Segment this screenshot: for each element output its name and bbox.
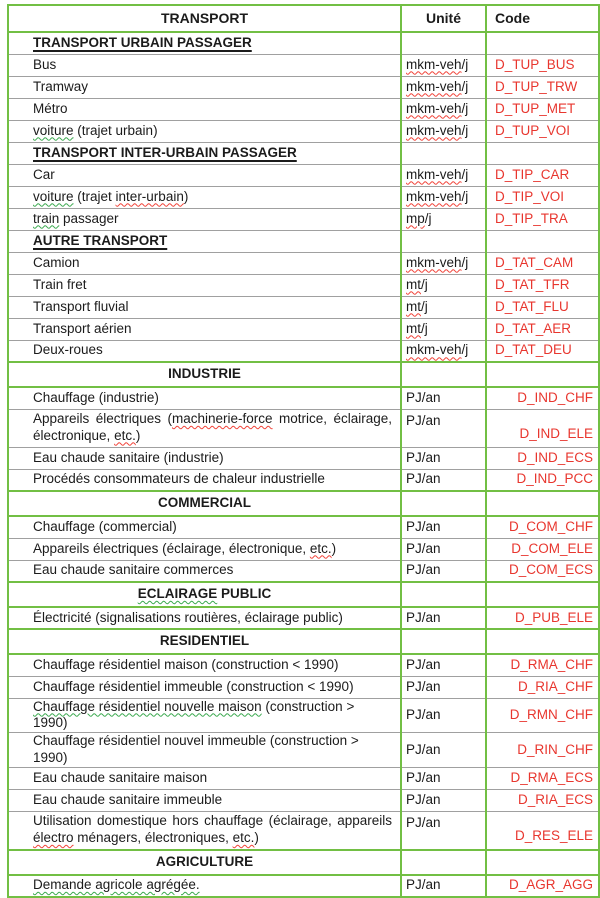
text-segment: Chauffage résidentiel maison (construction < 1990) — [33, 656, 339, 672]
unit-cell — [401, 768, 486, 790]
row-label — [8, 98, 401, 120]
text-segment: mkm-veh — [406, 78, 462, 94]
text-segment: mkm-veh — [406, 188, 462, 204]
code-cell — [486, 582, 599, 607]
code-cell — [486, 208, 599, 230]
text-segment: ) — [183, 188, 189, 204]
section-title — [8, 142, 401, 164]
row-label — [8, 208, 401, 230]
code-cell — [486, 409, 599, 447]
unit-cell — [401, 790, 486, 812]
code-cell — [486, 296, 599, 318]
row-label — [8, 812, 401, 850]
unit-cell — [401, 186, 486, 208]
code-value: D_TAT_AER — [495, 320, 572, 336]
unit-cell — [401, 296, 486, 318]
column-header-code-label: Code — [495, 9, 530, 26]
text-segment: électro — [33, 829, 74, 845]
text-segment: (construction > 1990) — [33, 698, 355, 731]
text-segment: mp — [406, 210, 425, 226]
unit-cell — [401, 120, 486, 142]
text-segment: PJ/an — [406, 770, 441, 786]
text-segment: machinerie-force — [171, 411, 273, 426]
code-cell — [486, 230, 599, 252]
code-value: D_TUP_MET — [495, 100, 576, 116]
code-cell — [486, 629, 599, 654]
section-title — [8, 362, 401, 387]
text-segment: motrice, éclairage, électronique, — [33, 411, 392, 443]
row-label — [8, 516, 401, 538]
code-cell — [486, 676, 599, 698]
text-segment: mkm-veh — [406, 166, 462, 182]
row-label — [8, 768, 401, 790]
text-segment: (trajet urbain) — [73, 122, 158, 138]
text-segment: TRANSPORT URBAIN PASSAGER — [33, 34, 252, 50]
item-row — [8, 318, 599, 340]
code-value: D_RIA_ECS — [517, 792, 593, 808]
code-cell — [486, 362, 599, 387]
text-segment: etc. — [232, 829, 255, 845]
text-segment: PJ/an — [406, 449, 441, 465]
unit-cell — [401, 54, 486, 76]
text-segment: PJ/an — [406, 815, 441, 830]
demand-table — [7, 4, 600, 898]
text-segment: Métro — [33, 100, 68, 116]
item-row — [8, 296, 599, 318]
code-value: D_IND_CHF — [517, 389, 593, 405]
code-value: D_RMN_CHF — [509, 706, 593, 722]
text-segment: /j — [421, 276, 428, 292]
text-segment: mt — [406, 298, 421, 314]
text-segment: AGRICULTURE — [155, 853, 254, 869]
item-row — [8, 76, 599, 98]
text-segment: Car — [33, 166, 55, 182]
text-segment: Camion — [33, 254, 80, 270]
header-row — [8, 5, 599, 32]
column-header-transport — [8, 5, 401, 32]
row-label — [8, 676, 401, 698]
unit-cell — [401, 560, 486, 582]
code-value: D_IND_ELE — [519, 425, 593, 441]
code-cell — [486, 654, 599, 676]
code-cell — [486, 850, 599, 875]
unit-cell — [401, 387, 486, 409]
text-segment: voiture — [33, 122, 74, 138]
code-cell — [486, 768, 599, 790]
text-segment: mkm-veh — [406, 56, 462, 72]
item-row — [8, 538, 599, 560]
row-label — [8, 409, 401, 447]
text-segment: Appareils électriques ( — [33, 411, 172, 426]
text-segment: ) — [135, 427, 141, 443]
unit-cell — [401, 318, 486, 340]
row-label — [8, 387, 401, 409]
text-segment: PJ/an — [406, 706, 441, 722]
code-value: D_TUP_BUS — [495, 56, 575, 72]
text-segment: mkm-veh — [406, 100, 462, 116]
text-segment: /j — [461, 188, 469, 204]
text-segment: Eau chaude sanitaire maison — [33, 770, 208, 786]
text-segment: TRANSPORT INTER-URBAIN PASSAGER — [33, 144, 297, 160]
code-value: D_TIP_TRA — [495, 210, 568, 226]
section-row — [8, 491, 599, 516]
text-segment: inter-urbain — [115, 188, 184, 204]
text-segment: mkm-veh — [406, 122, 462, 138]
unit-cell — [401, 733, 486, 768]
code-cell — [486, 142, 599, 164]
item-row — [8, 654, 599, 676]
code-value: D_TUP_TRW — [495, 78, 578, 94]
unit-cell — [401, 447, 486, 469]
text-segment: RESIDENTIEL — [159, 633, 250, 649]
code-cell — [486, 491, 599, 516]
code-cell — [486, 560, 599, 582]
item-row — [8, 768, 599, 790]
text-segment: PJ/an — [406, 471, 441, 487]
code-cell — [486, 790, 599, 812]
code-cell — [486, 252, 599, 274]
subheader-row — [8, 142, 599, 164]
text-segment: Transport aérien — [33, 320, 132, 336]
unit-cell — [401, 629, 486, 654]
text-segment: ECLAIRAGE — [137, 586, 218, 602]
row-label — [8, 790, 401, 812]
section-title — [8, 629, 401, 654]
code-value: D_TIP_VOI — [495, 188, 565, 204]
text-segment: PJ/an — [406, 389, 441, 405]
code-value: D_COM_ECS — [508, 562, 593, 578]
text-segment: Appareils électriques (éclairage, électronique, — [33, 540, 310, 556]
code-value: D_RMA_CHF — [510, 656, 593, 672]
text-segment: /j — [421, 320, 428, 336]
text-segment: COMMERCIAL — [158, 495, 251, 511]
column-header-code — [486, 5, 599, 32]
item-row — [8, 98, 599, 120]
unit-cell — [401, 516, 486, 538]
text-segment: PUBLIC — [217, 586, 272, 602]
text-segment: PJ/an — [406, 412, 441, 428]
text-segment: mt — [406, 276, 421, 292]
code-cell — [486, 607, 599, 629]
unit-cell — [401, 32, 486, 54]
text-segment: /j — [461, 254, 469, 270]
code-cell — [486, 274, 599, 296]
item-row — [8, 790, 599, 812]
row-label — [8, 560, 401, 582]
code-value: D_TIP_CAR — [495, 166, 570, 182]
code-cell — [486, 733, 599, 768]
text-segment: etc. — [114, 427, 136, 443]
text-segment: AUTRE TRANSPORT — [33, 232, 168, 248]
text-segment: ménagers, électroniques, — [73, 829, 233, 845]
text-segment: /j — [461, 122, 469, 138]
text-segment: Tramway — [33, 78, 89, 94]
unit-cell — [401, 409, 486, 447]
text-segment: voiture — [33, 188, 74, 204]
code-cell — [486, 340, 599, 362]
row-label — [8, 875, 401, 897]
text-segment: Chauffage résidentiel immeuble (construction < 1990) — [33, 678, 354, 694]
row-label — [8, 698, 401, 733]
unit-cell — [401, 812, 486, 850]
code-value: D_RMA_ECS — [510, 770, 593, 786]
row-label — [8, 469, 401, 491]
unit-cell — [401, 607, 486, 629]
unit-cell — [401, 164, 486, 186]
code-value: D_RES_ELE — [514, 827, 593, 843]
code-cell — [486, 120, 599, 142]
text-segment: Train fret — [33, 276, 87, 292]
row-label — [8, 252, 401, 274]
text-segment: Bus — [33, 56, 57, 72]
text-segment: Chauffage résidentiel nouvelle maison — [33, 698, 262, 714]
text-segment: PJ/an — [406, 518, 441, 534]
text-segment: /j — [461, 78, 469, 94]
text-segment: /j — [461, 342, 469, 358]
text-segment: PJ/an — [406, 792, 441, 808]
item-row — [8, 387, 599, 409]
unit-cell — [401, 274, 486, 296]
row-label — [8, 120, 401, 142]
item-row — [8, 875, 599, 897]
item-row — [8, 560, 599, 582]
row-label — [8, 76, 401, 98]
code-cell — [486, 76, 599, 98]
item-row — [8, 469, 599, 491]
row-label — [8, 54, 401, 76]
code-value: D_IND_PCC — [516, 471, 593, 487]
row-label — [8, 447, 401, 469]
item-row — [8, 340, 599, 362]
text-segment: Chauffage (industrie) — [33, 389, 159, 405]
code-cell — [486, 812, 599, 850]
code-value: D_COM_CHF — [508, 518, 593, 534]
code-value: D_AGR_AGG — [508, 877, 593, 893]
row-label — [8, 654, 401, 676]
code-value: D_PUB_ELE — [514, 609, 593, 625]
unit-cell — [401, 142, 486, 164]
item-row — [8, 164, 599, 186]
item-row — [8, 252, 599, 274]
text-segment: PJ/an — [406, 741, 441, 757]
unit-cell — [401, 208, 486, 230]
section-row — [8, 629, 599, 654]
text-segment: /j — [461, 166, 469, 182]
text-segment: passager — [59, 210, 119, 226]
unit-cell — [401, 362, 486, 387]
text-segment: ) — [331, 540, 337, 556]
section-title — [8, 850, 401, 875]
code-cell — [486, 469, 599, 491]
text-segment: mt — [406, 320, 421, 336]
text-segment: PJ/an — [406, 877, 441, 893]
item-row — [8, 812, 599, 850]
text-segment: Utilisation domestique hors chauffage (éclairage, appareils — [33, 813, 392, 829]
text-segment: /j — [424, 210, 432, 226]
item-row — [8, 409, 599, 447]
code-cell — [486, 538, 599, 560]
row-label — [8, 340, 401, 362]
code-cell — [486, 32, 599, 54]
unit-cell — [401, 76, 486, 98]
code-value: D_TUP_VOI — [495, 122, 571, 138]
code-value: D_TAT_TFR — [495, 276, 570, 292]
unit-cell — [401, 850, 486, 875]
section-title — [8, 32, 401, 54]
text-segment: Chauffage (commercial) — [33, 518, 177, 534]
text-segment: Procédés consommateurs de chaleur industrielle — [33, 471, 325, 487]
code-value: D_RIA_CHF — [517, 678, 593, 694]
section-title — [8, 582, 401, 607]
subheader-row — [8, 32, 599, 54]
text-segment: Transport fluvial — [33, 298, 129, 314]
section-title — [8, 491, 401, 516]
unit-cell — [401, 98, 486, 120]
row-label — [8, 538, 401, 560]
column-header-unite-label: Unité — [426, 9, 461, 26]
text-segment: PJ/an — [406, 656, 441, 672]
code-value: D_TAT_CAM — [495, 254, 574, 270]
unit-cell — [401, 538, 486, 560]
text-segment: (trajet — [73, 188, 116, 204]
code-cell — [486, 98, 599, 120]
section-row — [8, 362, 599, 387]
text-segment: Eau chaude sanitaire (industrie) — [33, 449, 224, 465]
row-label — [8, 296, 401, 318]
text-segment: Chauffage résidentiel nouvel immeuble (construction > 1990) — [33, 733, 359, 766]
code-cell — [486, 516, 599, 538]
row-label — [8, 186, 401, 208]
unit-cell — [401, 875, 486, 897]
table-body — [8, 32, 599, 897]
item-row — [8, 208, 599, 230]
text-segment: train — [33, 210, 60, 226]
subheader-row — [8, 230, 599, 252]
text-segment: mkm-veh — [406, 254, 462, 270]
unit-cell — [401, 340, 486, 362]
code-cell — [486, 54, 599, 76]
text-segment: /j — [461, 100, 469, 116]
code-value: D_RIN_CHF — [517, 741, 593, 757]
section-row — [8, 850, 599, 875]
unit-cell — [401, 582, 486, 607]
column-header-transport-label: TRANSPORT — [160, 9, 249, 26]
item-row — [8, 607, 599, 629]
item-row — [8, 516, 599, 538]
text-segment: PJ/an — [406, 678, 441, 694]
item-row — [8, 676, 599, 698]
code-cell — [486, 698, 599, 733]
text-segment: etc. — [309, 540, 332, 556]
item-row — [8, 733, 599, 768]
item-row — [8, 120, 599, 142]
row-label — [8, 274, 401, 296]
code-value: D_TAT_FLU — [495, 298, 569, 314]
text-segment: /j — [421, 298, 428, 314]
text-segment: Deux-roues — [33, 342, 103, 358]
code-cell — [486, 387, 599, 409]
unit-cell — [401, 491, 486, 516]
text-segment: Eau chaude sanitaire immeuble — [33, 792, 223, 808]
code-cell — [486, 164, 599, 186]
code-cell — [486, 186, 599, 208]
item-row — [8, 274, 599, 296]
item-row — [8, 54, 599, 76]
text-segment: mkm-veh — [406, 342, 462, 358]
row-label — [8, 318, 401, 340]
column-header-unite — [401, 5, 486, 32]
text-segment: Eau chaude sanitaire commerces — [33, 562, 234, 578]
text-segment: Demande agricole agrégée. — [33, 877, 200, 893]
code-value: D_COM_ELE — [511, 540, 593, 556]
text-segment: ) — [254, 829, 259, 845]
section-title — [8, 230, 401, 252]
code-cell — [486, 318, 599, 340]
row-label — [8, 733, 401, 768]
item-row — [8, 186, 599, 208]
unit-cell — [401, 230, 486, 252]
code-cell — [486, 875, 599, 897]
item-row — [8, 698, 599, 733]
text-segment: INDUSTRIE — [168, 366, 241, 382]
demand-table-sheet — [7, 4, 600, 898]
text-segment: PJ/an — [406, 562, 441, 578]
unit-cell — [401, 698, 486, 733]
item-row — [8, 447, 599, 469]
row-label — [8, 607, 401, 629]
unit-cell — [401, 252, 486, 274]
row-label — [8, 164, 401, 186]
section-row — [8, 582, 599, 607]
code-value: D_IND_ECS — [517, 449, 593, 465]
unit-cell — [401, 654, 486, 676]
text-segment: PJ/an — [406, 540, 441, 556]
text-segment: /j — [461, 56, 469, 72]
unit-cell — [401, 676, 486, 698]
text-segment: Électricité (signalisations routières, éclairage public) — [33, 609, 343, 625]
text-segment: PJ/an — [406, 609, 441, 625]
code-cell — [486, 447, 599, 469]
code-value: D_TAT_DEU — [495, 342, 572, 358]
unit-cell — [401, 469, 486, 491]
